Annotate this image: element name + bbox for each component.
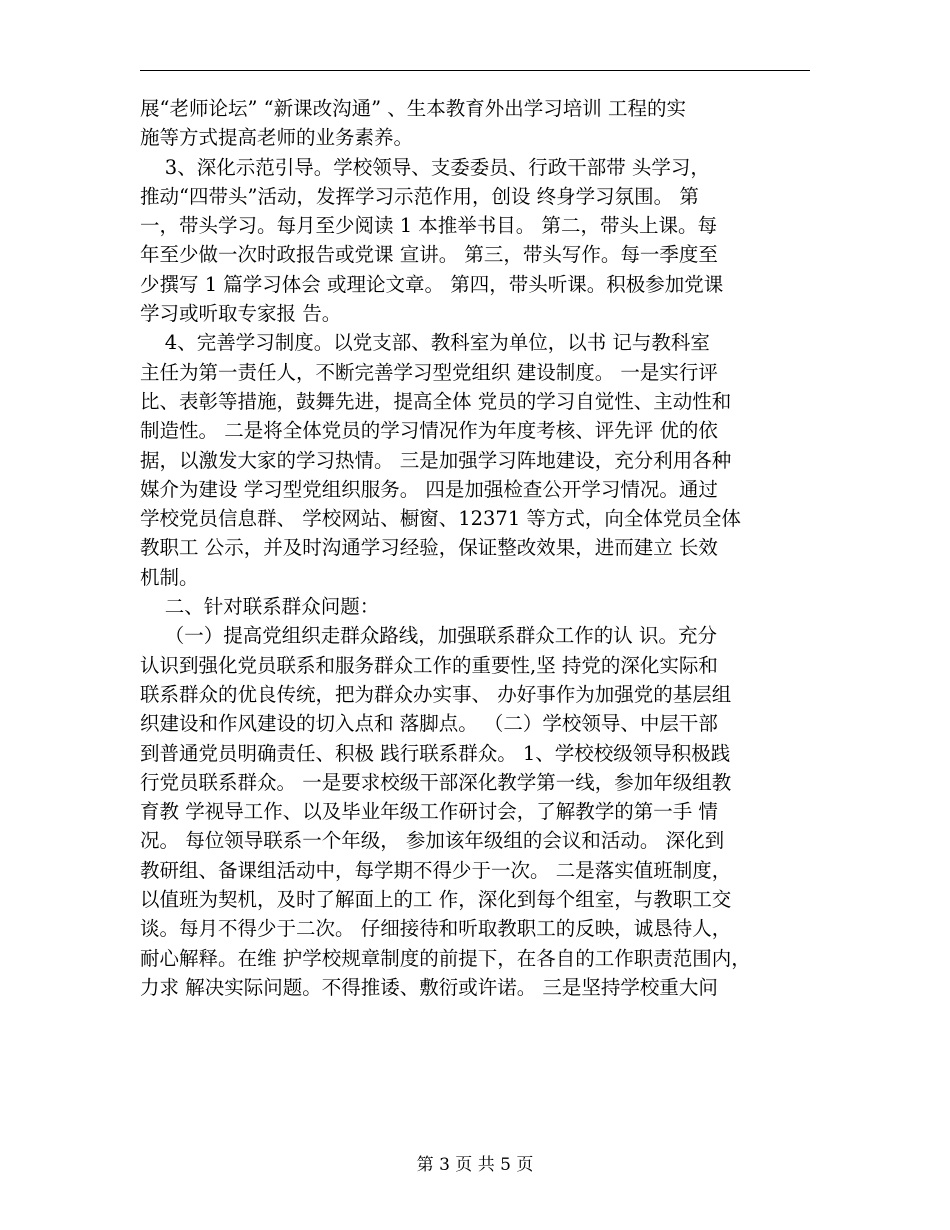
- text-line: 况。 每位领导联系一个年级， 参加该年级组的会议和活动。 深化到: [140, 829, 725, 853]
- text-line: 到普通党员明确责任、积极 践行联系群众。 1、学校校级领导积极践: [140, 741, 731, 765]
- document-body: [140, 94, 812, 1002]
- text-line: 教职工 公示，并及时沟通学习经验，保证整改效果，进而建立 长效: [140, 536, 718, 560]
- text-line: 4、完善学习制度。以党支部、教科室为单位，以书 记与教科室: [140, 331, 710, 355]
- text-line: 耐心解释。在维 护学校规章制度的前提下，在各自的工作职责范围内，: [140, 946, 751, 970]
- text-line: 展“老师论坛” “新课改沟通” 、生本教育外出学习培训 工程的实: [140, 97, 686, 120]
- text-line: 谈。每月不得少于二次。 仔细接待和听取教职工的反映，诚恳待人，: [140, 917, 732, 941]
- text-line: 少撰写 1 篇学习体会 或理论文章。 第四，带头听课。积极参加党课: [140, 272, 724, 296]
- text-line: 一，带头学习。每月至少阅读 1 本推举书目。 第二，带头上课。每: [140, 214, 718, 238]
- text-line: 联系群众的优良传统，把为群众办实事、 办好事作为加强党的基层组: [140, 682, 732, 706]
- text-line: 比、表彰等措施，鼓舞先进，提高全体 党员的学习自觉性、主动性和: [140, 389, 732, 413]
- text-line: 年至少做一次时政报告或党课 宣讲。 第三，带头写作。每一季度至: [140, 243, 718, 267]
- text-line: 育教 学视导工作、以及毕业年级工作研讨会，了解教学的第一手 情: [140, 800, 718, 824]
- text-line: 媒介为建设 学习型党组织服务。 四是加强检查公开学习情况。通过: [140, 477, 718, 501]
- text-line: 教研组、备课组活动中，每学期不得少于一次。 二是落实值班制度，: [140, 858, 732, 882]
- text-line: （一）提高党组织走群众路线，加强联系群众工作的认 识。充分: [140, 624, 717, 648]
- text-line: 学习或听取专家报 告。: [140, 302, 342, 326]
- header-rule: [140, 70, 810, 71]
- text-line: 施等方式提高老师的业务素养。: [140, 126, 414, 150]
- text-line: 推动“四带头”活动，发挥学习示范作用，创设 终身学习氛围。 第: [140, 184, 699, 208]
- text-line: 学校党员信息群、 学校网站、橱窗、12371 等方式，向全体党员全体: [140, 507, 741, 531]
- text-line: 制造性。 二是将全体党员的学习情况作为年度考核、评先评 优的依: [140, 419, 718, 443]
- text-line: 力求 解决实际问题。不得推诿、敷衍或许诺。 三是坚持学校重大问: [140, 975, 718, 999]
- text-line: 行党员联系群众。 一是要求校级干部深化教学第一线，参加年级组教: [140, 770, 732, 794]
- text-line: 二、针对联系群众问题：: [140, 595, 380, 619]
- text-line: 机制。: [140, 565, 199, 589]
- text-line: 以值班为契机，及时了解面上的工 作，深化到每个组室，与教职工交: [140, 888, 732, 912]
- page-number: 第 3 页 共 5 页: [416, 1155, 534, 1175]
- text-line: 据，以激发大家的学习热情。 三是加强学习阵地建设，充分利用各种: [140, 448, 732, 472]
- text-line: 认识到强化党员联系和服务群众工作的重要性,坚 持党的深化实际和: [140, 653, 718, 677]
- text-line: 主任为第一责任人，不断完善学习型党组织 建设制度。 一是实行评: [140, 360, 718, 384]
- text-line: 3、深化示范引导。学校领导、支委委员、行政干部带 头学习，: [140, 155, 710, 179]
- text-line: 织建设和作风建设的切入点和 落脚点。 （二）学校领导、中层干部: [140, 712, 718, 736]
